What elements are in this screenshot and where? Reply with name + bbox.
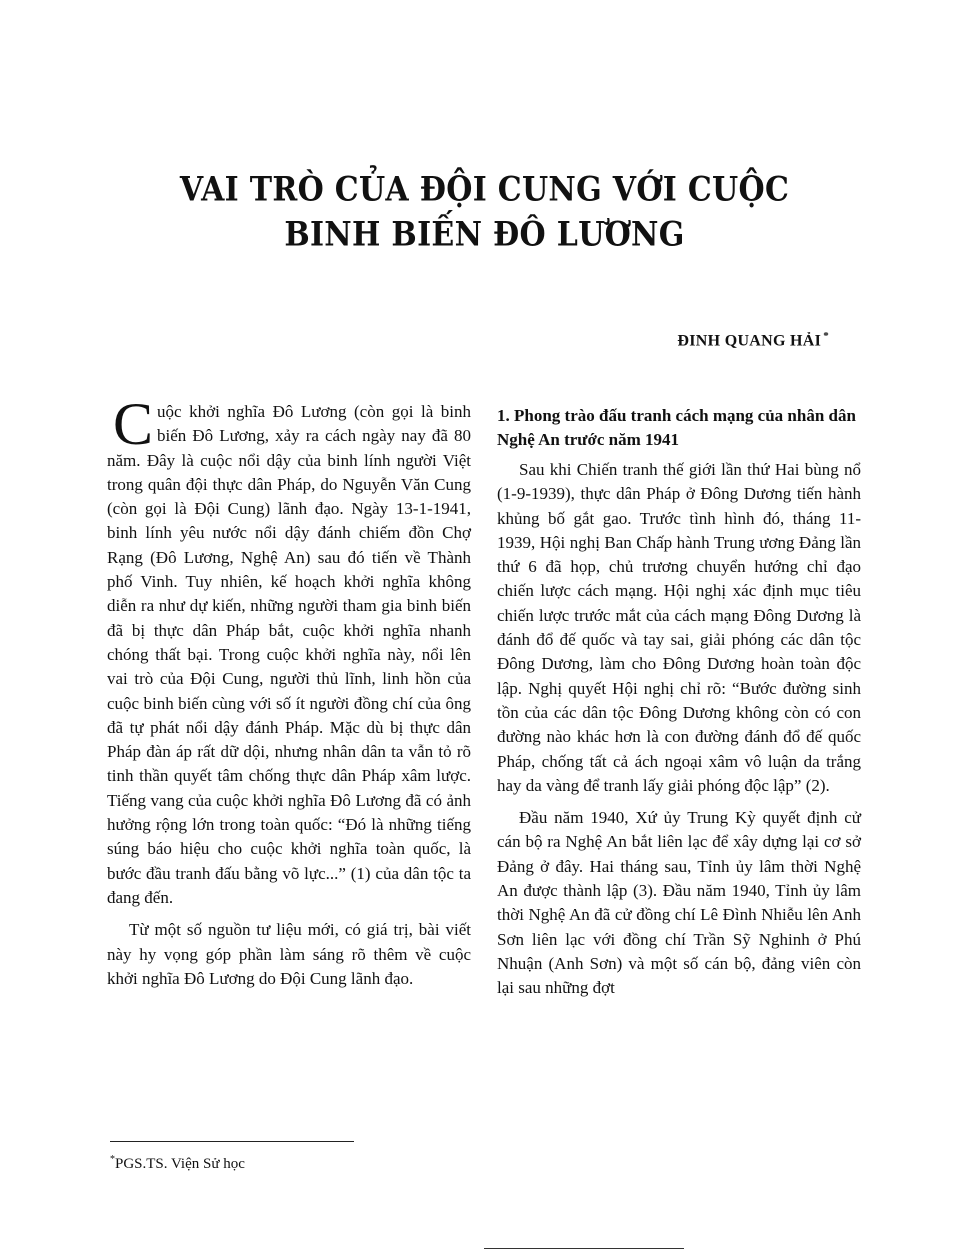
footnote-divider [110, 1141, 354, 1142]
author-byline [677, 330, 829, 350]
author-footnote-mark: * [823, 330, 829, 342]
section-heading: 1. Phong trào đấu tranh cách mạng của nhân dân Nghệ An trước năm 1941 [497, 406, 856, 449]
drop-cap: C [113, 391, 154, 457]
intro-paragraph [107, 391, 471, 910]
title-line-2: BINH BIẾN ĐÔ LƯƠNG [284, 215, 685, 255]
intro-paragraph-text: uộc khởi nghĩa Đô Lương (còn gọi là binh biến Đô Lương, xảy ra cách ngày nay đã 80 năm. Đây là cuộc nổi dậy của binh lính người Việt trong quân đội thực dân Pháp, do Nguyễn Văn Cung (còn gọi là Đội Cung) lãnh đạo. Ngày 13-1-1941, binh lính yêu nước nổi dậy đánh chiếm đồn Chợ Rạng (Đô Lương, Nghệ An) sau đó tiến về Thành phố Vinh. Tuy nhiên, kế hoạch khởi nghĩa không diễn ra như dự kiến, những người tham gia binh biến đã bị thực dân Pháp bắt, cuộc khởi nghĩa nhanh chóng thất bại. Trong cuộc khởi nghĩa này, nổi lên vai trò của Đội Cung, người thủ lĩnh, linh hồn của cuộc binh biến cùng với số ít người đồng chí của ông đã tự phát nổi dậy đánh Pháp. Mặc dù bị thực dân Pháp đàn áp rất dữ dội, nhưng nhân dân ta vẫn tỏ rõ tinh thần quyết tâm chống thực dân Pháp xâm lược. Tiếng vang của cuộc khởi nghĩa Đô Lương đã có ảnh hưởng rộng lớn trong toàn quốc: “Đó là những tiếng súng báo hiệu cho cuộc khởi nghĩa toàn quốc, là bước đầu tranh đấu bằng võ lực...” (1) của dân tộc ta đang đến. [107, 402, 471, 907]
article-title [0, 168, 969, 258]
footnote [110, 1154, 245, 1173]
author-name: ĐINH QUANG HẢI [677, 332, 822, 350]
purpose-paragraph: Từ một số nguồn tư liệu mới, có giá trị, bài viết này hy vọng góp phần làm sáng rõ thêm về cuộc khởi nghĩa Đô Lương do Đội Cung lãnh đạo. [107, 920, 471, 988]
page-bottom-rule [484, 1248, 684, 1249]
right-column [497, 400, 861, 1009]
footnote-text: PGS.TS. Viện Sử học [115, 1156, 245, 1172]
title-line-1: VAI TRÒ CỦA ĐỘI CUNG VỚI CUỘC [179, 170, 790, 210]
footnote-mark: * [110, 1154, 115, 1165]
body-paragraph-2: Đầu năm 1940, Xứ ủy Trung Kỳ quyết định cử cán bộ ra Nghệ An bắt liên lạc để xây dựng lại cơ sở Đảng ở đây. Hai tháng sau, Tỉnh ủy lâm thời Nghệ An được thành lập (3). Đầu năm 1940, Tỉnh ủy lâm thời Nghệ An đã cử đồng chí Lê Đình Nhiễu lên Anh Sơn liên lạc với đồng chí Trần Sỹ Nghinh ở Phú Nhuận (Anh Sơn) và một số cán bộ, đảng viên còn lại sau những đợt [497, 808, 861, 998]
body-paragraph-1: Sau khi Chiến tranh thế giới lần thứ Hai bùng nổ (1-9-1939), thực dân Pháp ở Đông Dương tiến hành khủng bố gắt gao. Trước tình hình đó, tháng 11-1939, Hội nghị Ban Chấp hành Trung ương Đảng lần thứ 6 đã họp, chủ trương chuyển hướng chỉ đạo chiến lược cách mạng. Hội nghị xác định mục tiêu chiến lược trước mắt của cách mạng Đông Dương là đánh đổ đế quốc và tay sai, giải phóng các dân tộc Đông Dương, làm cho Đông Dương hoàn toàn độc lập. Nghị quyết Hội nghị chỉ rõ: “Bước đường sinh tồn của các dân tộc Đông Dương không còn có con đường nào khác hơn là con đường đánh đổ đế quốc Pháp, chống tất cả ách ngoại xâm vô luận da trắng hay da vàng để tranh lấy giải phóng độc lập” (2). [497, 460, 861, 795]
left-column [107, 391, 471, 999]
